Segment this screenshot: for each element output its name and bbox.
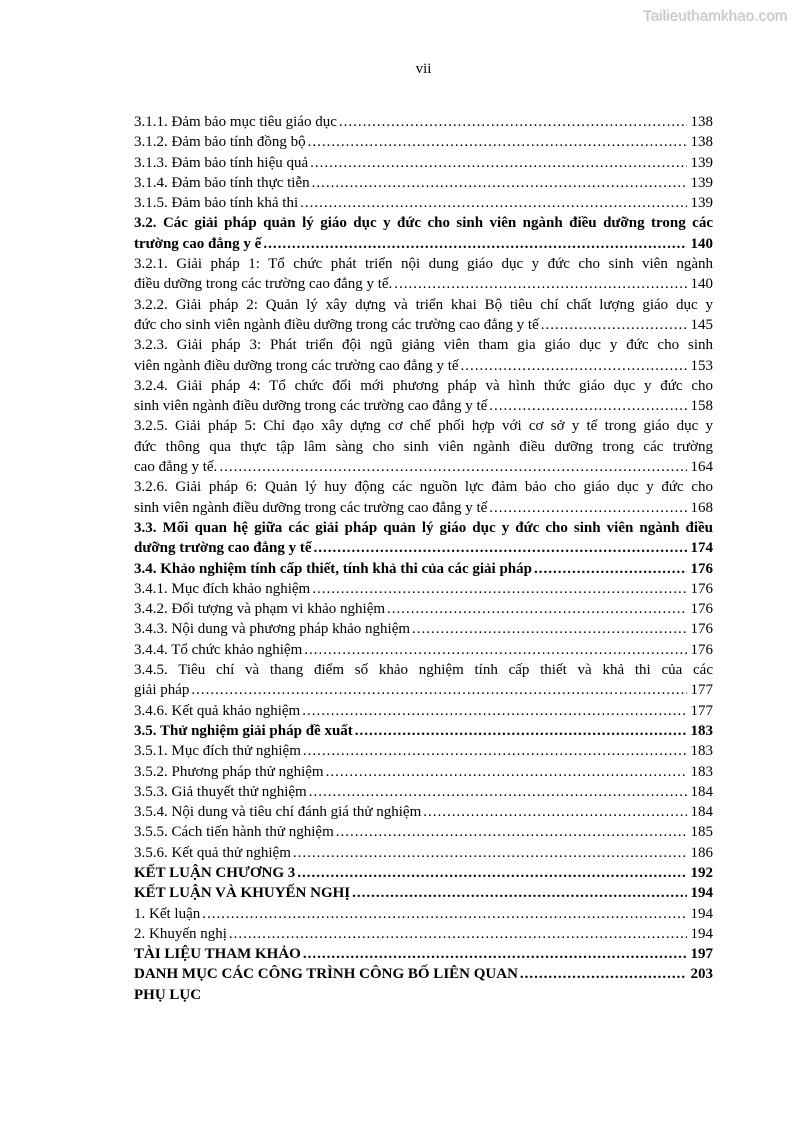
toc-entry-lastline [134, 863, 713, 883]
toc-page-number: 194 [690, 925, 713, 942]
table-of-contents [134, 112, 713, 1005]
toc-entry-text: điều dưỡng trong các trường cao đẳng y tế. [134, 276, 393, 293]
dot-leader [303, 944, 687, 964]
toc-entry [134, 721, 713, 741]
toc-page-number: 174 [690, 540, 713, 557]
toc-entry-text: 3.1.2. Đảm bảo tính đồng bộ [134, 134, 306, 151]
toc-entry-lastline [134, 579, 713, 599]
toc-page-number: 138 [690, 114, 713, 130]
toc-entry-text: 3.5.4. Nội dung và tiêu chí đánh giá thử nghiệm [134, 804, 422, 821]
toc-entry [134, 559, 713, 579]
toc-entry [134, 518, 713, 559]
toc-entry-lastline [134, 741, 713, 761]
dot-leader [423, 802, 686, 822]
toc-entry [134, 964, 713, 984]
dot-leader [461, 356, 687, 376]
toc-page-number: 203 [690, 966, 713, 983]
dot-leader [300, 193, 686, 213]
toc-entry-text: 3.4.4. Tổ chức khảo nghiệm [134, 641, 303, 658]
toc-entry-lastline [134, 599, 713, 619]
toc-page-number: 186 [690, 844, 713, 861]
toc-entry-text: 3.1.1. Đảm bảo mục tiêu giáo dục [134, 114, 337, 130]
toc-entry-text: 2. Khuyến nghị [134, 925, 227, 942]
toc-entry-lastline [134, 762, 713, 782]
toc-page-number: 153 [690, 357, 713, 374]
dot-leader [308, 132, 687, 152]
toc-entry [134, 153, 713, 173]
dot-leader [489, 396, 686, 416]
toc-entry [134, 924, 713, 944]
dot-leader [489, 498, 686, 518]
toc-entry-text: KẾT LUẬN VÀ KHUYẾN NGHỊ [134, 885, 351, 902]
dot-leader [293, 843, 687, 863]
toc-entry [134, 254, 713, 295]
toc-entry-text: 3.5.3. Giả thuyết thử nghiệm [134, 783, 307, 800]
toc-entry-lastline [134, 112, 713, 132]
toc-page-number: 139 [690, 154, 713, 171]
toc-entry-lastline [134, 396, 713, 416]
toc-page-number: 140 [690, 235, 713, 252]
dot-leader [394, 274, 686, 294]
dot-leader [202, 904, 686, 924]
toc-entry-text: 3.5.1. Mục đích thử nghiệm [134, 743, 301, 760]
toc-entry-text: 3.2.1. Giải pháp 1: Tổ chức phát triển nội dung giáo dục y đức cho sinh viên ngành [134, 256, 713, 273]
dot-leader [314, 538, 687, 558]
dot-leader [302, 701, 686, 721]
toc-page-number: 184 [690, 804, 713, 821]
toc-entry-text: sinh viên ngành điều dưỡng trong các trường cao đẳng y tế [134, 398, 488, 415]
toc-entry-lastline [134, 315, 713, 335]
toc-entry-lastline [134, 457, 713, 477]
toc-entry [134, 843, 713, 863]
toc-page-number: 158 [690, 398, 713, 415]
toc-page-number: 192 [690, 864, 713, 881]
toc-entry-text: sinh viên ngành điều dưỡng trong các trường cao đẳng y tế [134, 499, 488, 516]
toc-entry-text: đức cho sinh viên ngành điều dưỡng trong các trường cao đẳng y tế [134, 316, 539, 333]
toc-page-number: 176 [690, 560, 713, 577]
dot-leader [219, 457, 686, 477]
toc-entry-text: viên ngành điều dưỡng trong các trường cao đẳng y tế [134, 357, 459, 374]
toc-entry [134, 477, 713, 518]
toc-entry-text: 3.4.3. Nội dung và phương pháp khảo nghiệm [134, 621, 411, 638]
toc-entry-text: 3.5.6. Kết quả thử nghiệm [134, 844, 291, 861]
toc-entry-text: 3.2.3. Giải pháp 3: Phát triển đội ngũ giảng viên tham gia giáo dục y đức cho sinh [134, 337, 713, 354]
dot-leader [520, 964, 687, 984]
toc-page-number: 176 [690, 621, 713, 638]
toc-entry-text: 3.4.1. Mục đích khảo nghiệm [134, 580, 311, 597]
dot-leader [303, 741, 687, 761]
toc-page-number: 139 [690, 174, 713, 191]
toc-entry-lastline [134, 640, 713, 660]
dot-leader [309, 782, 687, 802]
toc-entry-text: 3.4. Khảo nghiệm tính cấp thiết, tính khả thi của các giải pháp [134, 560, 532, 577]
toc-page-number: 183 [690, 722, 713, 739]
toc-page-number: 176 [690, 580, 713, 597]
toc-entry-lastline [134, 802, 713, 822]
toc-entry-lastline [134, 822, 713, 842]
toc-entry-lastline [134, 356, 713, 376]
toc-entry-text: 3.5.5. Cách tiến hành thử nghiệm [134, 824, 334, 841]
toc-entry [134, 640, 713, 660]
toc-entry [134, 193, 713, 213]
toc-entry-lastline [134, 498, 713, 518]
dot-leader [412, 619, 686, 639]
toc-entry-text: đức thông qua thực tập lâm sàng cho sinh viên ngành điều dưỡng trong các trường [134, 438, 713, 455]
toc-entry-lastline [134, 173, 713, 193]
toc-entry-lastline [134, 782, 713, 802]
dot-leader [352, 883, 686, 903]
toc-entry-text: 3.2.6. Giải pháp 6: Quản lý huy động các nguồn lực đảm bảo cho giáo dục y đức cho [134, 479, 713, 496]
toc-entry-text: 3.1.5. Đảm bảo tính khả thi [134, 195, 299, 212]
dot-leader [387, 599, 686, 619]
toc-entry [134, 741, 713, 761]
toc-entry [134, 944, 713, 964]
toc-entry-text: 3.4.6. Kết quả khảo nghiệm [134, 702, 301, 719]
toc-entry-text: 3.3. Mối quan hệ giữa các giải pháp quản lý giáo dục y đức cho sinh viên ngành điều [134, 519, 713, 536]
dot-leader [312, 579, 686, 599]
dot-leader [355, 721, 687, 741]
dot-leader [263, 234, 686, 254]
toc-entry [134, 173, 713, 193]
toc-entry-text: 3.2.2. Giải pháp 2: Quản lý xây dựng và triển khai Bộ tiêu chí chất lượng giáo dục y [134, 296, 713, 313]
toc-entry [134, 599, 713, 619]
toc-page-number: 177 [690, 702, 713, 719]
toc-entry [134, 112, 713, 132]
toc-entry-lastline [134, 985, 713, 1005]
toc-page-number: 197 [690, 946, 713, 963]
dot-leader [297, 863, 686, 883]
toc-entry-text: KẾT LUẬN CHƯƠNG 3 [134, 864, 296, 881]
dot-leader [326, 762, 687, 782]
toc-entry [134, 660, 713, 701]
toc-entry-text: cao đẳng y tế. [134, 459, 218, 476]
toc-page-number: 139 [690, 195, 713, 212]
toc-entry [134, 883, 713, 903]
toc-entry-text: 3.1.3. Đảm bảo tính hiệu quả [134, 154, 309, 171]
toc-page-number: 177 [690, 682, 713, 699]
toc-entry-lastline [134, 234, 713, 254]
toc-page-number: 183 [690, 763, 713, 780]
toc-page-number: 194 [690, 885, 713, 902]
toc-entry-lastline [134, 153, 713, 173]
toc-entry-lastline [134, 559, 713, 579]
toc-entry [134, 295, 713, 336]
dot-leader [310, 153, 686, 173]
dot-leader [229, 924, 687, 944]
toc-entry-lastline [134, 924, 713, 944]
toc-entry-text: 3.1.4. Đảm bảo tính thực tiễn [134, 174, 310, 191]
toc-page-number: 168 [690, 499, 713, 516]
toc-entry-lastline [134, 944, 713, 964]
dot-leader [339, 112, 687, 132]
toc-entry-text: 3.5.2. Phương pháp thử nghiệm [134, 763, 324, 780]
toc-entry-text: PHỤ LỤC [134, 986, 202, 1003]
toc-entry-lastline [134, 904, 713, 924]
toc-entry-lastline [134, 274, 713, 294]
toc-page-number: 176 [690, 601, 713, 618]
toc-entry-lastline [134, 721, 713, 741]
toc-entry [134, 904, 713, 924]
toc-entry-text: 3.4.2. Đối tượng và phạm vi khảo nghiệm [134, 601, 386, 618]
toc-entry-text: trường cao đẳng y ế [134, 235, 262, 252]
toc-page-number: 164 [690, 459, 713, 476]
toc-page-number: 140 [690, 276, 713, 293]
toc-entry-lastline [134, 964, 713, 984]
toc-page-number: 145 [690, 316, 713, 333]
toc-entry [134, 619, 713, 639]
toc-entry [134, 416, 713, 477]
toc-entry-text: 3.4.5. Tiêu chí và thang điểm số khảo nghiệm tính cấp thiết và khả thi của các [134, 662, 713, 679]
toc-entry [134, 985, 713, 1005]
toc-entry-text: 3.2.5. Giải pháp 5: Chỉ đạo xây dựng cơ chế phối hợp với cơ sở y tế trong giáo dục y [134, 418, 713, 435]
toc-entry [134, 863, 713, 883]
toc-entry [134, 132, 713, 152]
toc-entry-text: 3.2.4. Giải pháp 4: Tổ chức đổi mới phương pháp và hình thức giáo dục y đức cho [134, 377, 713, 394]
toc-entry-text: DANH MỤC CÁC CÔNG TRÌNH CÔNG BỐ LIÊN QUAN [134, 966, 518, 983]
toc-entry [134, 335, 713, 376]
toc-entry-text: 1. Kết luận [134, 905, 201, 922]
toc-entry-text: dưỡng trường cao đẳng y tế [134, 540, 312, 557]
toc-entry-lastline [134, 132, 713, 152]
toc-entry-text: 3.2. Các giải pháp quản lý giáo dục y đức cho sinh viên ngành điều dưỡng trong các [134, 215, 713, 232]
toc-page-number: 183 [690, 743, 713, 760]
toc-entry-lastline [134, 701, 713, 721]
page-number: vii [415, 61, 432, 77]
toc-entry-text: giải pháp [134, 682, 190, 699]
toc-entry-lastline [134, 843, 713, 863]
site-watermark: Tailieuthamkhao.com [643, 8, 788, 25]
dot-leader [541, 315, 687, 335]
toc-entry-lastline [134, 619, 713, 639]
toc-page-number: 185 [690, 824, 713, 841]
toc-entry [134, 213, 713, 254]
toc-entry-text: TÀI LIỆU THAM KHẢO [134, 946, 301, 963]
toc-entry-lastline [134, 538, 713, 558]
toc-entry [134, 701, 713, 721]
toc-entry-text: 3.5. Thử nghiệm giải pháp đề xuất [134, 722, 353, 739]
toc-page-number: 138 [690, 134, 713, 151]
toc-entry [134, 782, 713, 802]
toc-entry-lastline [134, 193, 713, 213]
toc-entry [134, 762, 713, 782]
dot-leader [336, 822, 687, 842]
toc-entry [134, 802, 713, 822]
toc-page-number: 184 [690, 783, 713, 800]
toc-page-number: 176 [690, 641, 713, 658]
dot-leader [191, 680, 686, 700]
dot-leader [534, 559, 687, 579]
toc-entry [134, 579, 713, 599]
toc-entry-lastline [134, 680, 713, 700]
dot-leader [304, 640, 686, 660]
toc-entry [134, 376, 713, 417]
toc-entry-lastline [134, 883, 713, 903]
toc-page-number: 194 [690, 905, 713, 922]
dot-leader [312, 173, 687, 193]
toc-entry [134, 822, 713, 842]
